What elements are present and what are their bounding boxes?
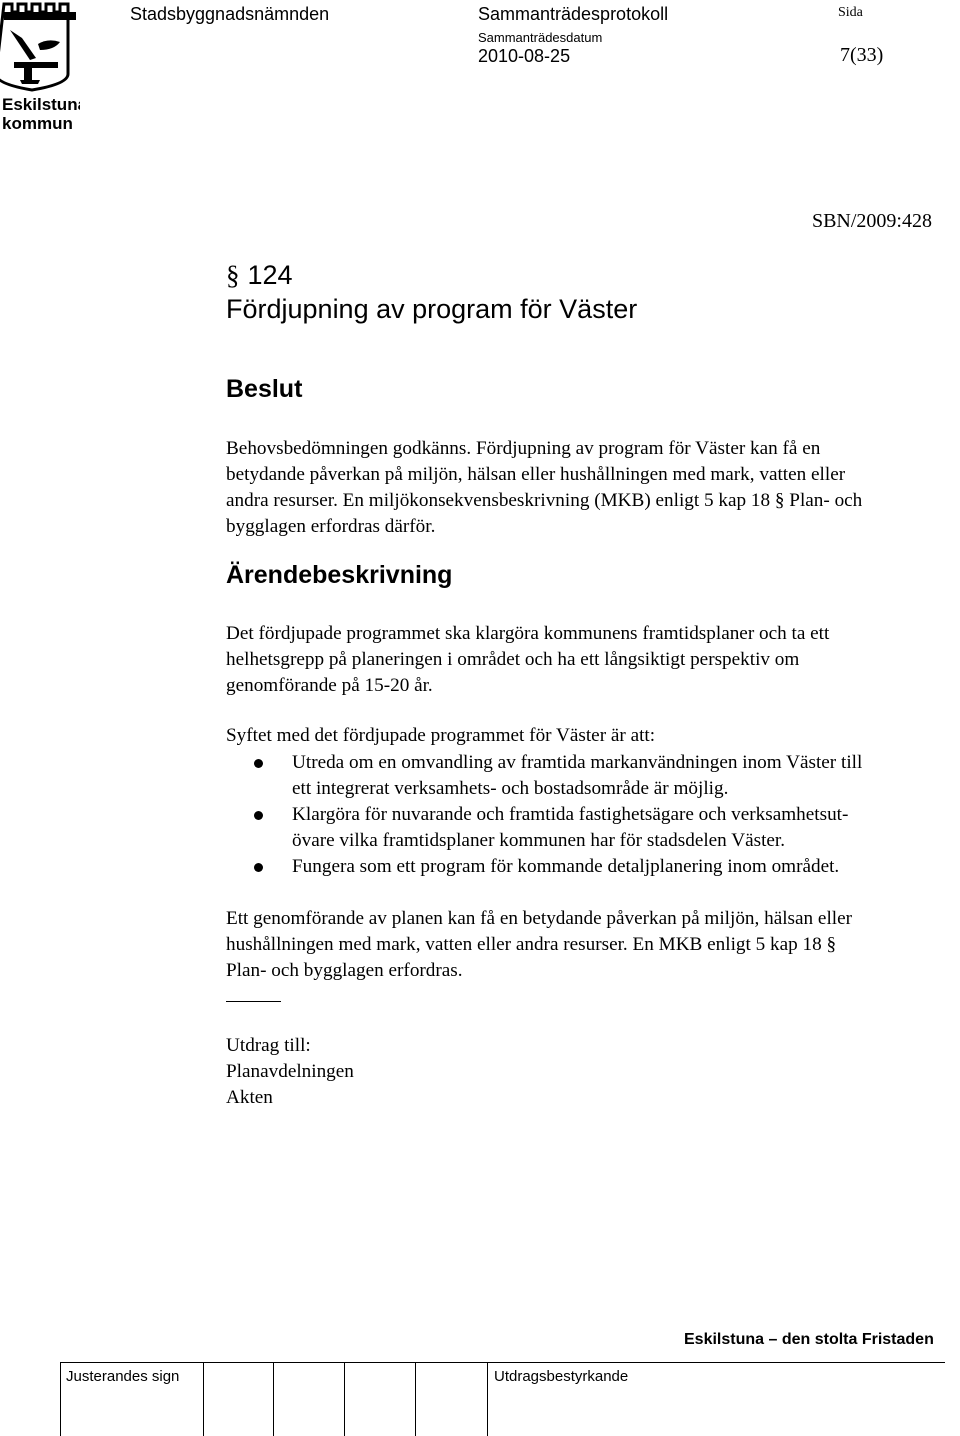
recipient: Akten [226,1087,273,1108]
purpose-list [226,750,956,880]
text-line: Plan- och bygglagen erfordras. [226,960,463,981]
text-line: Klargöra för nuvarande och framtida fastighetsägare och verksamhetsut- [292,804,849,825]
section-symbol: § [226,260,240,290]
purpose-lead [226,723,956,749]
text-line: Ett genomförande av planen kan få en betydande påverkan på miljön, hälsan eller [226,908,853,929]
text-line: Det fördjupade programmet ska klargöra kommunens framtidsplaner och ta ett [226,623,830,644]
section-heading: Fördjupning av program för Väster [226,294,638,324]
text-line: betydande påverkan på miljön, hälsan eller hushållningen med mark, vatten eller [226,464,846,485]
footer-rule [60,1362,945,1363]
document-type: Sammanträdesprotokoll [478,4,669,24]
conclusion-paragraph [226,906,956,984]
footer-divider [273,1362,274,1436]
footer-divider [344,1362,345,1436]
text-line: genomförande på 15-20 år. [226,675,433,696]
utdragsbestyrkande-label: Utdragsbestyrkande [494,1368,629,1385]
meeting-date: 2010-08-25 [478,46,571,66]
footer-divider [203,1362,204,1436]
municipal-logo [0,0,80,135]
text-line: övare vilka framtidsplaner kommunen har för stadsdelen Väster. [292,830,786,851]
committee-name: Stadsbyggnadsnämnden [130,4,330,24]
municipal-slogan: Eskilstuna – den stolta Fristaden [684,1331,934,1348]
text-line: hushållningen med mark, vatten eller andra resurser. En MKB enligt 5 kap 18 § [226,934,837,955]
intro-paragraph [226,621,956,699]
text-line: ett integrerat verksamhets- och bostadsområde är möjlig. [292,778,729,799]
footer-divider [60,1362,61,1436]
distribution-list [226,1033,354,1111]
justerandes-sign-label: Justerandes sign [66,1368,180,1385]
section-number: 124 [247,260,293,290]
text-line: helhetsgrepp på planeringen i området och ha ett långsiktigt perspektiv om [226,649,800,670]
footer-divider [415,1362,416,1436]
section-title [226,258,637,326]
bullet-icon [254,863,263,872]
beslut-paragraph [226,436,956,540]
list-item [226,750,956,802]
text-line: bygglagen erfordras därför. [226,516,436,537]
text-line: andra resurser. En miljökonsekvensbeskrivning (MKB) enligt 5 kap 18 § Plan- och [226,490,863,511]
separator-rule [226,1001,281,1002]
text-line: Syftet med det fördjupade programmet för Väster är att: [226,725,656,746]
list-item [226,802,956,854]
svg-text:Eskilstuna: Eskilstuna [2,95,80,114]
beslut-heading: Beslut [226,375,303,403]
bullet-icon [254,811,263,820]
svg-text:kommun: kommun [2,114,73,133]
case-reference: SBN/2009:428 [811,210,932,232]
text-line: Utreda om en omvandling av framtida markanvändningen inom Väster till [292,752,863,773]
bullet-icon [254,759,263,768]
list-item [226,854,956,880]
page-label: Sida [838,5,863,20]
footer-divider [487,1362,488,1436]
text-line: Fungera som ett program för kommande detaljplanering inom området. [292,856,840,877]
text-line: Behovsbedömningen godkänns. Fördjupning av program för Väster kan få en [226,438,821,459]
recipient: Planavdelningen [226,1061,354,1082]
page-number: 7(33) [840,44,884,66]
arendebeskrivning-heading: Ärendebeskrivning [226,561,453,589]
date-label: Sammanträdesdatum [478,30,603,45]
distribution-label: Utdrag till: [226,1035,311,1056]
